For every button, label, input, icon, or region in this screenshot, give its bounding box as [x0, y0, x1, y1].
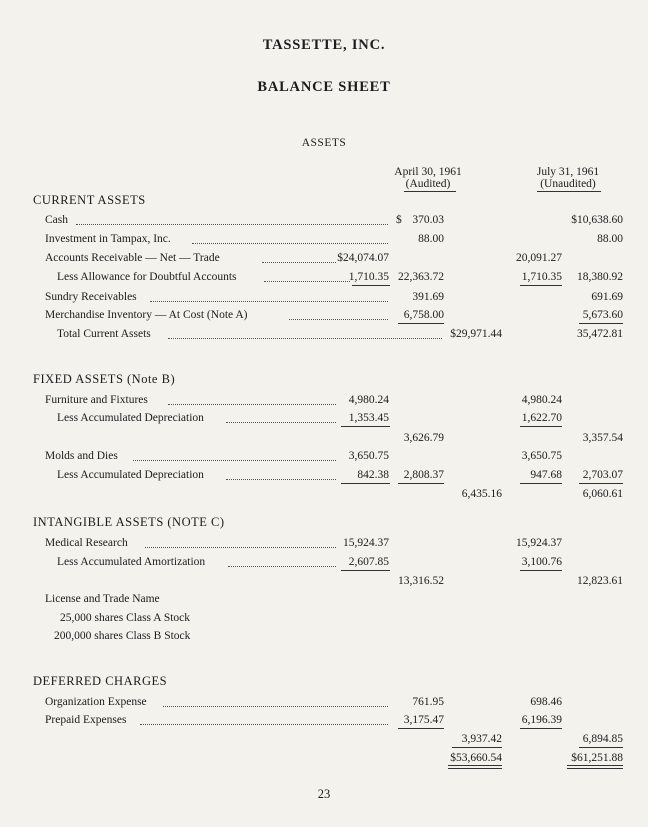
molds-depreciation-label: Less Accumulated Depreciation — [57, 469, 204, 481]
cash-dollar: $ — [396, 214, 402, 226]
molds-depreciation-b1: 947.68 — [530, 469, 562, 481]
allowance-a1: 1,710.35 — [348, 271, 389, 283]
prepaid-b1: 6,196.39 — [521, 714, 562, 726]
allowance-label: Less Allowance for Doubtful Accounts — [57, 271, 237, 283]
statement-title: BALANCE SHEET — [257, 79, 391, 95]
organization-a2: 761.95 — [412, 696, 444, 708]
total-current-a3: $29,971.44 — [450, 328, 502, 340]
deferred-charges-heading: DEFERRED CHARGES — [33, 674, 168, 688]
amortization-label: Less Accumulated Amortization — [57, 556, 206, 568]
intangible-total-a3: 13,316.52 — [398, 575, 444, 587]
inventory-b2: 5,673.60 — [582, 309, 623, 321]
page-number: 23 — [317, 787, 331, 801]
col-a-date: April 30, 1961 — [394, 166, 462, 178]
fixed-total-b2: 6,060.61 — [582, 488, 623, 500]
molds-label: Molds and Dies — [45, 450, 118, 462]
class-a-label: 25,000 shares Class A Stock — [60, 612, 191, 624]
section-title: ASSETS — [301, 137, 347, 149]
class-b-label: 200,000 shares Class B Stock — [54, 630, 191, 642]
amortization-b1: 3,100.76 — [521, 556, 562, 568]
allowance-a2: 22,363.72 — [398, 271, 444, 283]
grand-total-b2: $61,251.88 — [571, 752, 623, 764]
cash-a2: 370.03 — [412, 214, 444, 226]
furniture-label: Furniture and Fixtures — [45, 394, 148, 406]
organization-label: Organization Expense — [45, 696, 147, 708]
molds-depreciation-a2: 2,808.37 — [403, 469, 444, 481]
fixed-total-a3: 6,435.16 — [461, 488, 502, 500]
allowance-b1: 1,710.35 — [521, 271, 562, 283]
deferred-total-a3: 3,937.42 — [461, 733, 502, 745]
grand-total-a3: $53,660.54 — [450, 752, 502, 764]
col-a-status: (Audited) — [405, 178, 451, 190]
inventory-label: Merchandise Inventory — At Cost (Note A) — [45, 309, 248, 321]
receivable-label: Accounts Receivable — Net — Trade — [45, 252, 220, 264]
molds-depreciation-a1: 842.38 — [357, 469, 389, 481]
deferred-total-b2: 6,894.85 — [582, 733, 623, 745]
total-current-label: Total Current Assets — [57, 328, 151, 340]
cash-label: Cash — [45, 214, 68, 226]
amortization-a1: 2,607.85 — [348, 556, 389, 568]
sundry-a2: 391.69 — [412, 291, 444, 303]
molds-b1: 3,650.75 — [521, 450, 562, 462]
total-current-b2: 35,472.81 — [577, 328, 623, 340]
prepaid-label: Prepaid Expenses — [45, 714, 127, 726]
fixed-assets-heading: FIXED ASSETS (Note B) — [33, 372, 176, 386]
cash-b2: $10,638.60 — [571, 214, 623, 226]
investment-a2: 88.00 — [418, 233, 444, 245]
prepaid-a2: 3,175.47 — [403, 714, 444, 726]
molds-depreciation-b2: 2,703.07 — [582, 469, 623, 481]
inventory-a2: 6,758.00 — [403, 309, 444, 321]
research-a1: 15,924.37 — [343, 537, 389, 549]
molds-a1: 3,650.75 — [348, 450, 389, 462]
research-b1: 15,924.37 — [516, 537, 562, 549]
company-name: TASSETTE, INC. — [262, 37, 386, 53]
license-label: License and Trade Name — [45, 593, 160, 605]
sundry-b2: 691.69 — [591, 291, 623, 303]
receivable-b1: 20,091.27 — [516, 252, 562, 264]
col-b-status: (Unaudited) — [540, 178, 596, 190]
investment-b2: 88.00 — [597, 233, 623, 245]
furniture-net-a2: 3,626.79 — [403, 432, 444, 444]
col-b-date: July 31, 1961 — [536, 166, 600, 178]
organization-b1: 698.46 — [530, 696, 562, 708]
furniture-b1: 4,980.24 — [521, 394, 562, 406]
intangible-total-b2: 12,823.61 — [577, 575, 623, 587]
furniture-a1: 4,980.24 — [348, 394, 389, 406]
furniture-depreciation-b1: 1,622.70 — [521, 412, 562, 424]
intangible-assets-heading: INTANGIBLE ASSETS (NOTE C) — [33, 515, 225, 529]
sundry-label: Sundry Receivables — [45, 291, 137, 303]
investment-label: Investment in Tampax, Inc. — [45, 233, 171, 245]
receivable-a1: $24,074.07 — [337, 252, 389, 264]
furniture-depreciation-label: Less Accumulated Depreciation — [57, 412, 204, 424]
furniture-net-b2: 3,357.54 — [582, 432, 623, 444]
allowance-b2: 18,380.92 — [577, 271, 623, 283]
furniture-depreciation-a1: 1,353.45 — [348, 412, 389, 424]
current-assets-heading: CURRENT ASSETS — [33, 193, 146, 207]
research-label: Medical Research — [45, 537, 128, 549]
